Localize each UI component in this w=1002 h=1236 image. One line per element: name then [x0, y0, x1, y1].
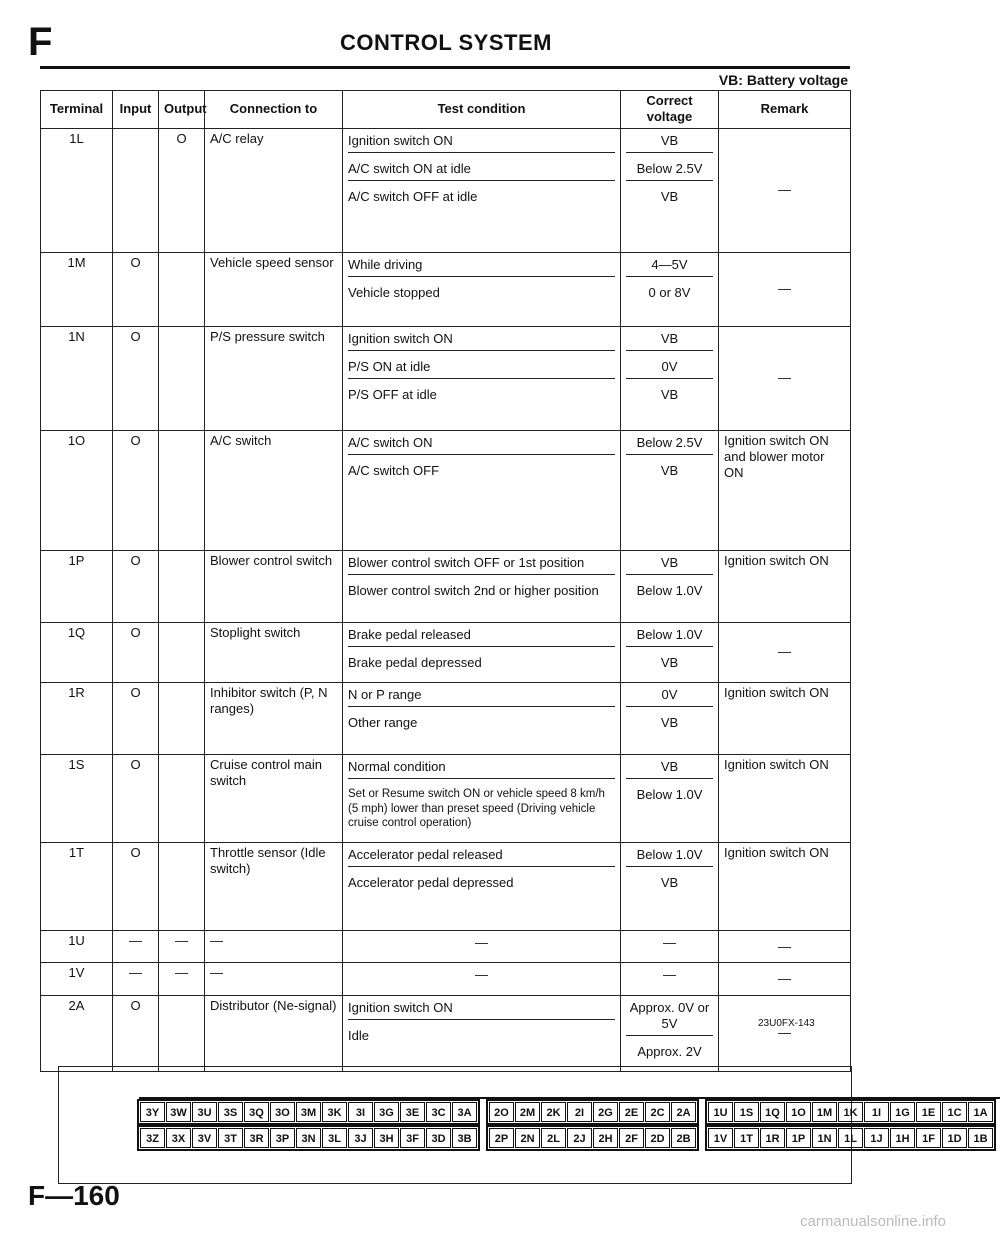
table-row [41, 326, 851, 430]
connector-pin: 2G [593, 1102, 618, 1122]
connector-pin: 2H [593, 1128, 618, 1148]
connector-pin: 1A [968, 1102, 993, 1122]
watermark: carmanualsonline.info [800, 1213, 946, 1230]
correct-voltage-cell [621, 622, 719, 683]
connector-pin: 2I [567, 1102, 592, 1122]
voltage-line: — [663, 935, 676, 950]
connector-pin: 3E [400, 1102, 425, 1122]
input-cell: — [113, 931, 159, 963]
remark-cell: — [719, 128, 851, 252]
connector-pin: 3O [270, 1102, 295, 1122]
table-row [41, 755, 851, 843]
table-row [41, 252, 851, 326]
connector-pin: 1F [916, 1128, 941, 1148]
test-condition-line: Brake pedal released [348, 625, 615, 647]
voltage-line: Approx. 0V or 5V [626, 998, 713, 1037]
connection-cell: A/C relay [205, 128, 343, 252]
connection-cell: Blower control switch [205, 550, 343, 622]
voltage-line: VB [626, 757, 713, 779]
connector-pin: 3T [218, 1128, 243, 1148]
connector-pin: 3F [400, 1128, 425, 1148]
output-cell [159, 622, 205, 683]
test-condition-cell [343, 755, 621, 843]
pin-group [705, 1099, 996, 1125]
remark-cell: — [719, 995, 851, 1072]
test-condition-line: — [475, 935, 488, 950]
test-condition-line: N or P range [348, 685, 615, 707]
connection-cell: P/S pressure switch [205, 326, 343, 430]
test-condition-line: A/C switch OFF [348, 462, 440, 478]
connection-cell: Vehicle speed sensor [205, 252, 343, 326]
connector-pin: 1R [760, 1128, 785, 1148]
connector-pin: 3H [374, 1128, 399, 1148]
connector-pin: 1J [864, 1128, 889, 1148]
connector-pin: 1G [890, 1102, 915, 1122]
terminal-cell: 1M [41, 252, 113, 326]
table-row [41, 430, 851, 550]
header-connection: Connection to [205, 91, 343, 129]
terminal-cell: 1V [41, 963, 113, 995]
correct-voltage-cell [621, 963, 719, 995]
voltage-line: Below 2.5V [626, 433, 713, 455]
input-cell: O [113, 683, 159, 755]
test-condition-cell [343, 128, 621, 252]
correct-voltage-cell [621, 843, 719, 931]
test-condition-line: P/S ON at idle [348, 357, 615, 379]
connector-pin: 3J [348, 1128, 373, 1148]
pin-group [486, 1125, 699, 1151]
input-cell [113, 128, 159, 252]
output-cell [159, 550, 205, 622]
test-condition-line: A/C switch OFF at idle [348, 189, 478, 204]
test-condition-cell [343, 931, 621, 963]
test-condition-line: Idle [348, 1027, 369, 1043]
connector-pin: 2C [645, 1102, 670, 1122]
test-condition-cell [343, 622, 621, 683]
remark-cell: — [719, 252, 851, 326]
correct-voltage-cell [621, 128, 719, 252]
connector-pin: 1E [916, 1102, 941, 1122]
voltage-line: VB [660, 189, 679, 204]
connector-pin: 2F [619, 1128, 644, 1148]
table-row [41, 843, 851, 931]
voltage-line: VB [660, 875, 679, 891]
test-condition-line: While driving [348, 255, 615, 277]
connector-pin: 2M [515, 1102, 540, 1122]
connector-pin: 1D [942, 1128, 967, 1148]
voltage-line: 0V [626, 357, 713, 379]
connector-pin: 1N [812, 1128, 837, 1148]
input-cell: O [113, 755, 159, 843]
header-input: Input [113, 91, 159, 129]
test-condition-line: — [475, 967, 488, 983]
voltage-line: VB [626, 553, 713, 575]
header-correct-voltage: Correct voltage [621, 91, 719, 129]
correct-voltage-cell [621, 550, 719, 622]
connection-cell: — [205, 963, 343, 995]
test-condition-line: Ignition switch ON [348, 131, 615, 153]
connector-pin: 3N [296, 1128, 321, 1148]
connector-pin: 2O [489, 1102, 514, 1122]
test-condition-line: Accelerator pedal released [348, 845, 615, 867]
voltage-line: Below 1.0V [636, 582, 703, 598]
header-remark: Remark [719, 91, 851, 129]
connector-pin: 2D [645, 1128, 670, 1148]
connector-pin: 1M [812, 1102, 837, 1122]
pin-group [486, 1099, 699, 1125]
connector-pin: 1V [708, 1128, 733, 1148]
connector-pin: 1C [942, 1102, 967, 1122]
connector-diagram [58, 1066, 988, 1184]
voltage-line: VB [660, 387, 679, 402]
connector-bottom-row [137, 1125, 1002, 1151]
test-condition-cell [343, 326, 621, 430]
connector-pin: 1T [734, 1128, 759, 1148]
remark-cell: — [719, 931, 851, 963]
connector-pin: 1Q [760, 1102, 785, 1122]
table-header-row [41, 91, 851, 129]
connection-cell: Stoplight switch [205, 622, 343, 683]
remark-cell: Ignition switch ON [719, 550, 851, 622]
input-cell: O [113, 843, 159, 931]
table-row [41, 622, 851, 683]
terminal-cell: 1O [41, 430, 113, 550]
test-condition-cell [343, 252, 621, 326]
connection-cell: Distributor (Ne-signal) [205, 995, 343, 1072]
connector-pin: 3B [452, 1128, 477, 1148]
voltage-line: Below 2.5V [626, 159, 713, 181]
connector-pin: 3X [166, 1128, 191, 1148]
test-condition-line: Vehicle stopped [348, 284, 440, 300]
input-cell: O [113, 550, 159, 622]
input-cell: — [113, 963, 159, 995]
connector-pin: 3L [322, 1128, 347, 1148]
voltage-line: VB [660, 654, 679, 670]
header-test-condition: Test condition [343, 91, 621, 129]
terminal-cell: 1U [41, 931, 113, 963]
test-condition-line: P/S OFF at idle [348, 387, 437, 402]
test-condition-line: Blower control switch OFF or 1st position [348, 553, 615, 575]
voltage-line: Below 1.0V [626, 625, 713, 647]
header-output: Output [159, 91, 205, 129]
connector-pin: 1O [786, 1102, 811, 1122]
test-condition-line: A/C switch ON at idle [348, 159, 615, 181]
test-condition-line: Ignition switch ON [348, 998, 615, 1020]
output-cell: O [159, 128, 205, 252]
connector-pin: 3V [192, 1128, 217, 1148]
input-cell: O [113, 995, 159, 1072]
connector-pin: 2J [567, 1128, 592, 1148]
connector-pin: 1B [968, 1128, 993, 1148]
test-condition-cell [343, 550, 621, 622]
header-terminal: Terminal [41, 91, 113, 129]
correct-voltage-cell [621, 430, 719, 550]
terminal-cell: 1Q [41, 622, 113, 683]
voltage-line: 0V [626, 685, 713, 707]
voltage-line: VB [626, 131, 713, 153]
terminal-cell: 1N [41, 326, 113, 430]
connector-pin: 3K [322, 1102, 347, 1122]
table-row [41, 128, 851, 252]
connector-pin: 3W [166, 1102, 191, 1122]
correct-voltage-cell [621, 326, 719, 430]
output-cell [159, 755, 205, 843]
test-condition-line: Accelerator pedal depressed [348, 875, 514, 891]
connector-pin: 3Z [140, 1128, 165, 1148]
test-condition-cell [343, 683, 621, 755]
test-condition-cell [343, 430, 621, 550]
terminal-cell: 1T [41, 843, 113, 931]
connector-pin: 2A [671, 1102, 696, 1122]
remark-cell: Ignition switch ON and blower motor ON [719, 430, 851, 550]
voltage-line: 4—5V [626, 255, 713, 277]
connection-cell: Cruise control main switch [205, 755, 343, 843]
figure-code: 23U0FX-143 [758, 1018, 815, 1029]
output-cell [159, 683, 205, 755]
correct-voltage-cell [621, 995, 719, 1072]
terminal-cell: 1R [41, 683, 113, 755]
test-condition-line: Ignition switch ON [348, 329, 615, 351]
output-cell [159, 430, 205, 550]
connector-pin: 1K [838, 1102, 863, 1122]
connection-cell: A/C switch [205, 430, 343, 550]
voltage-line: — [663, 967, 676, 983]
terminal-cell: 1P [41, 550, 113, 622]
battery-voltage-note: VB: Battery voltage [718, 72, 848, 88]
voltage-line: Below 1.0V [636, 787, 703, 803]
terminal-table [40, 90, 851, 1072]
remark-cell: — [719, 622, 851, 683]
connector-pin: 2N [515, 1128, 540, 1148]
remark-cell: Ignition switch ON [719, 843, 851, 931]
connector-pin: 1S [734, 1102, 759, 1122]
connector-pin: 3A [452, 1102, 477, 1122]
connector-pin: 3C [426, 1102, 451, 1122]
connector-pin: 1U [708, 1102, 733, 1122]
table-row [41, 550, 851, 622]
connector-pin: 3Y [140, 1102, 165, 1122]
test-condition-line: Blower control switch 2nd or higher position [348, 582, 599, 598]
test-condition-line: Normal condition [348, 757, 615, 779]
connector-pin: 2B [671, 1128, 696, 1148]
correct-voltage-cell [621, 252, 719, 326]
voltage-line: VB [660, 462, 679, 478]
connector-pin: 3I [348, 1102, 373, 1122]
correct-voltage-cell [621, 931, 719, 963]
connector-pin: 3G [374, 1102, 399, 1122]
test-condition-line: Brake pedal depressed [348, 654, 482, 670]
connector-pin: 3P [270, 1128, 295, 1148]
remark-cell: — [719, 326, 851, 430]
output-cell [159, 252, 205, 326]
connection-cell: Throttle sensor (Idle switch) [205, 843, 343, 931]
connector-pin: 3R [244, 1128, 269, 1148]
connector-pin: 3D [426, 1128, 451, 1148]
output-cell: — [159, 931, 205, 963]
connection-cell: Inhibitor switch (P, N ranges) [205, 683, 343, 755]
pin-group [705, 1125, 996, 1151]
page-title: CONTROL SYSTEM [340, 30, 552, 55]
connector-top-row [137, 1099, 1002, 1125]
connector-pin: 3S [218, 1102, 243, 1122]
voltage-line: 0 or 8V [648, 284, 691, 300]
terminal-cell: 2A [41, 995, 113, 1072]
section-letter: F [28, 20, 53, 64]
connector-pin: 2E [619, 1102, 644, 1122]
connector-latch [139, 1087, 1000, 1099]
output-cell [159, 843, 205, 931]
input-cell: O [113, 326, 159, 430]
test-condition-cell [343, 843, 621, 931]
test-condition-cell [343, 995, 621, 1072]
connector-pin: 3M [296, 1102, 321, 1122]
test-condition-line: Other range [348, 715, 418, 731]
remark-cell: Ignition switch ON [719, 683, 851, 755]
test-condition-line: A/C switch ON [348, 433, 615, 455]
input-cell: O [113, 622, 159, 683]
voltage-line: Approx. 2V [637, 1044, 702, 1059]
remark-cell: Ignition switch ON [719, 755, 851, 843]
output-cell [159, 326, 205, 430]
table-row [41, 931, 851, 963]
connector-pin: 1P [786, 1128, 811, 1148]
terminal-cell: 1S [41, 755, 113, 843]
header-divider [40, 66, 850, 69]
voltage-line: VB [660, 715, 679, 731]
table-row [41, 995, 851, 1072]
output-cell: — [159, 963, 205, 995]
connector-pin: 3Q [244, 1102, 269, 1122]
input-cell: O [113, 430, 159, 550]
connector-pin: 1I [864, 1102, 889, 1122]
connector-pin: 3U [192, 1102, 217, 1122]
connector-pin: 1L [838, 1128, 863, 1148]
correct-voltage-cell [621, 683, 719, 755]
correct-voltage-cell [621, 755, 719, 843]
test-condition-cell [343, 963, 621, 995]
connector-pin: 2K [541, 1102, 566, 1122]
voltage-line: VB [626, 329, 713, 351]
remark-cell: — [719, 963, 851, 995]
pin-group [137, 1125, 480, 1151]
terminal-cell: 1L [41, 128, 113, 252]
table-row [41, 683, 851, 755]
connector-pin: 1H [890, 1128, 915, 1148]
page-number: F—160 [28, 1180, 120, 1211]
connector-pin: 2L [541, 1128, 566, 1148]
pin-group [137, 1099, 480, 1125]
input-cell: O [113, 252, 159, 326]
voltage-line: Below 1.0V [626, 845, 713, 867]
output-cell [159, 995, 205, 1072]
connector-pin: 2P [489, 1128, 514, 1148]
connection-cell: — [205, 931, 343, 963]
table-row [41, 963, 851, 995]
test-condition-line: Set or Resume switch ON or vehicle speed 8 km/h (5 mph) lower than preset speed (Driving vehicle cruise control operation) [348, 788, 605, 829]
